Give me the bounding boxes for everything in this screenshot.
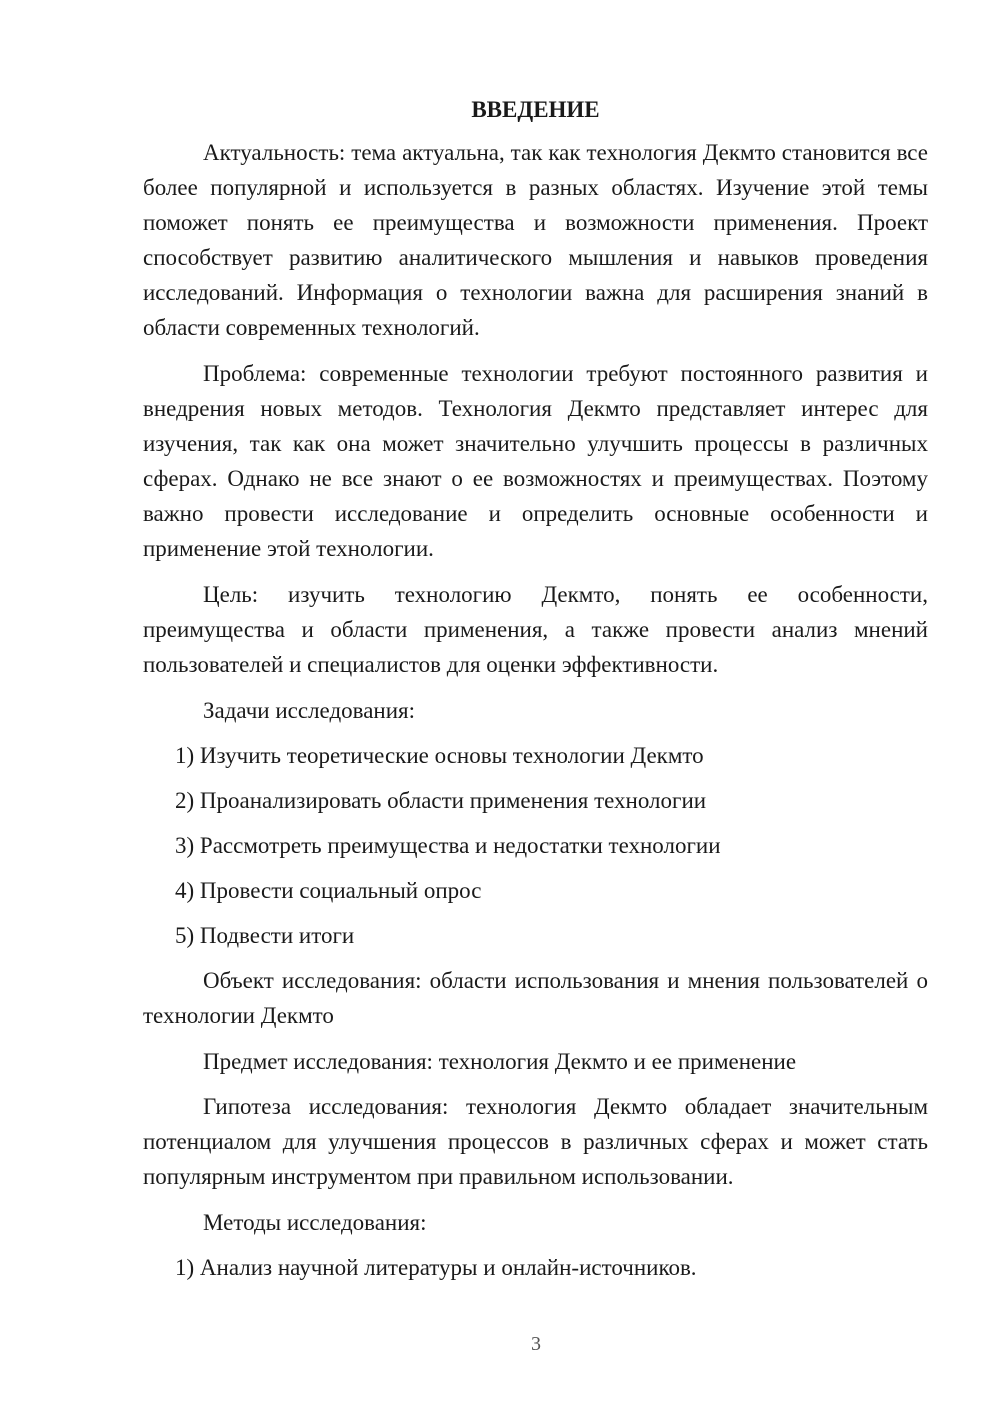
goal-paragraph: Цель: изучить технологию Декмто, понять ее особенности, преимущества и области применения, а также провести анализ мнений пользователей и специалистов для оценки эффективности. xyxy=(143,582,928,677)
list-item: 1) Изучить теоретические основы технологии Декмто xyxy=(175,743,704,768)
list-item: 5) Подвести итоги xyxy=(175,923,355,948)
hypothesis-paragraph: Гипотеза исследования: технология Декмто обладает значительным потенциалом для улучшения процессов в различных сферах и может стать популярным инструментом при правильном использовании. xyxy=(143,1094,928,1189)
page-number: 3 xyxy=(531,1333,541,1355)
methods-heading: Методы исследования: xyxy=(203,1210,427,1235)
object-paragraph: Объект исследования: области использования и мнения пользователей о технологии Декмто xyxy=(143,968,928,1028)
list-item: 2) Проанализировать области применения технологии xyxy=(175,788,707,813)
tasks-heading: Задачи исследования: xyxy=(203,698,416,723)
methods-list xyxy=(143,1250,928,1285)
list-item: 3) Рассмотреть преимущества и недостатки технологии xyxy=(175,833,721,858)
tasks-list xyxy=(143,738,928,953)
problem-paragraph: Проблема: современные технологии требуют постоянного развития и внедрения новых методов. Технология Декмто представляет интерес для изучения, так как она может значительно улучшить процессы в различных сферах. Однако не все знают о ее возможностях и преимуществах. Поэтому важно провести исследование и определить основные особенности и применение этой технологии. xyxy=(143,361,928,561)
document-body xyxy=(143,92,928,1295)
section-title: ВВЕДЕНИЕ xyxy=(471,97,600,122)
list-item: 4) Провести социальный опрос xyxy=(175,878,482,903)
relevance-paragraph: Актуальность: тема актуальна, так как технология Декмто становится все более популярной и используется в разных областях. Изучение этой темы поможет понять ее преимущества и возможности применения. Проект способствует развитию аналитического мышления и навыков проведения исследований. Информация о технологии важна для расширения знаний в области современных технологий. xyxy=(143,140,928,340)
list-item: 1) Анализ научной литературы и онлайн-источников. xyxy=(175,1255,697,1280)
subject-paragraph: Предмет исследования: технология Декмто и ее применение xyxy=(203,1049,797,1074)
